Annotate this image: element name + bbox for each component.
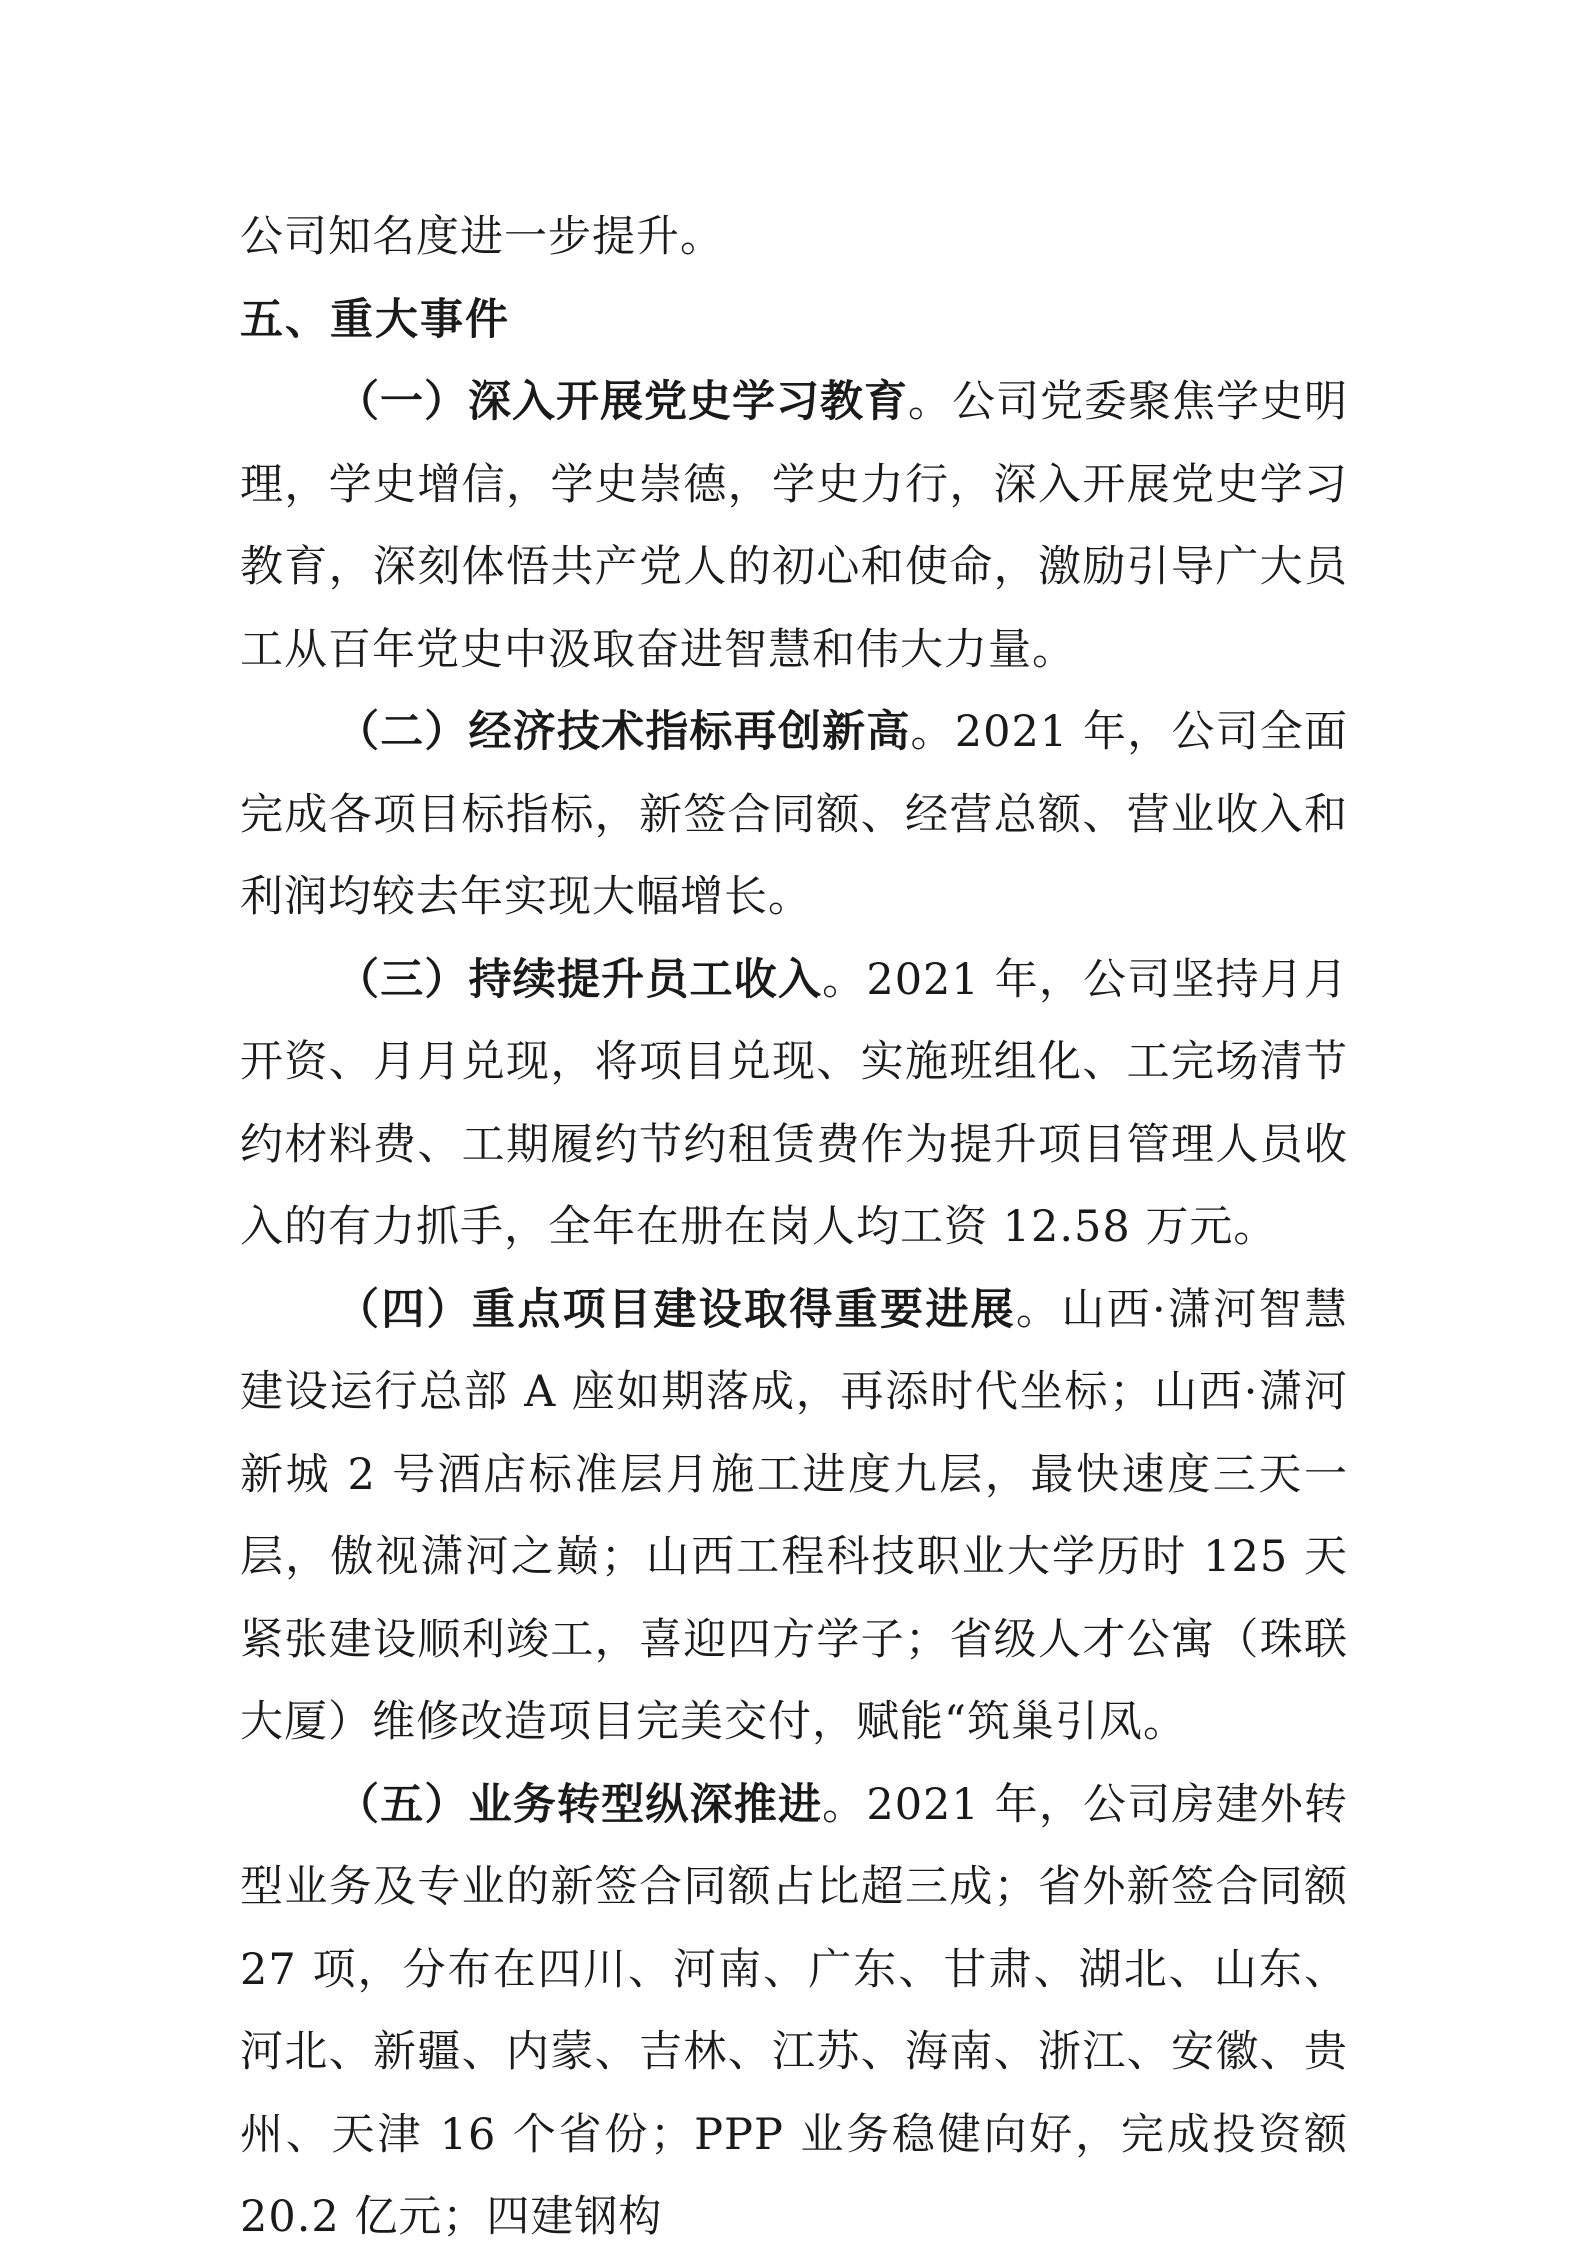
- event-item-5-title: （五）业务转型纵深推进: [336, 1779, 823, 1830]
- event-item-2-text: 。2021 年，公司全面完成各项目标指标，新签合同额、经营总额、营业收入和利润均较去年实现大幅增长。: [240, 707, 1348, 922]
- event-item-2: [240, 691, 1348, 939]
- event-item-4-text: 。山西·潇河智慧建设运行总部 A 座如期落成，再添时代坐标；山西·潇河新城 2 号酒店标准层月施工进度九层，最快速度三天一层，傲视潇河之巅；山西工程科技职业大学历时 125 天紧张建设顺利竣工，喜迎四方学子；省级人才公寓（珠联大厦）维修改造项目完美交付，赋能“筑巢引凤。: [240, 1284, 1349, 1747]
- continuation-paragraph: 公司知名度进一步提升。: [240, 212, 724, 262]
- event-item-1-text: 。公司党委聚焦学史明理，学史增信，学史崇德，学史力行，深入开展党史学习教育，深刻体悟共产党人的初心和使命，激励引导广大员工从百年党史中汲取奋进智慧和伟大力量。: [240, 377, 1348, 675]
- event-item-3: [240, 939, 1348, 1269]
- section-heading: 五、重大事件: [240, 294, 510, 345]
- event-item-5-text: 。2021 年，公司房建外转型业务及专业的新签合同额占比超三成；省外新签合同额 27 项，分布在四川、河南、广东、甘肃、湖北、山东、河北、新疆、内蒙、吉林、江苏、海南、浙江、安徽、贵州、天津 16 个省份；PPP 业务稳健向好，完成投资额 20.2 亿元；四建钢构: [240, 1779, 1348, 2242]
- event-item-1: [240, 361, 1348, 691]
- event-item-4: [240, 1269, 1348, 1764]
- event-item-3-text: 。2021 年，公司坚持月月开资、月月兑现，将项目兑现、实施班组化、工完场清节约材料费、工期履约节约租赁费作为提升项目管理人员收入的有力抓手，全年在册在岗人均工资 12.58 万元。: [240, 954, 1348, 1252]
- event-item-2-title: （二）经济技术指标再创新高: [336, 707, 911, 757]
- event-item-3-title: （三）持续提升员工收入: [336, 954, 823, 1005]
- event-item-5: [240, 1764, 1348, 2259]
- event-item-4-title: （四）重点项目建设取得重要进展: [336, 1284, 1016, 1335]
- event-item-1-title: （一）深入开展党史学习教育: [336, 377, 908, 427]
- document-body: [240, 196, 1348, 2259]
